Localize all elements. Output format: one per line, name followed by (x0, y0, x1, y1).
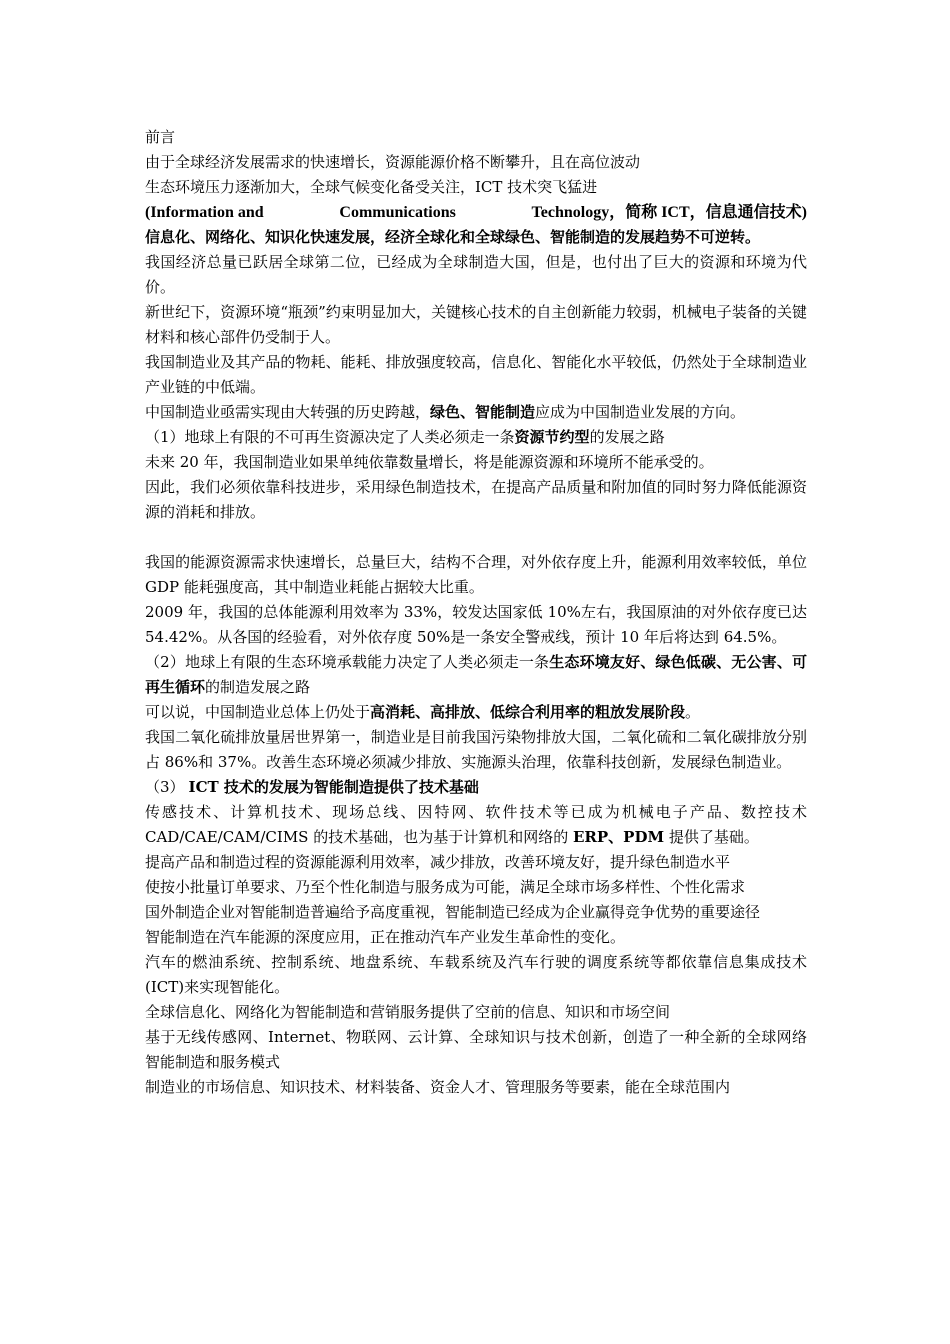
ict-definition-part-2: Communications (339, 204, 456, 221)
paragraph: 使按小批量订单要求、乃至个性化制造与服务成为可能，满足全球市场多样性、个性化需求 (145, 878, 746, 896)
paragraph (145, 700, 807, 725)
bold-paragraph: 信息化、网络化、知识化快速发展，经济全球化和全球绿色、智能制造的发展趋势不可逆转。 (145, 228, 761, 246)
paragraph: 未来 20 年，我国制造业如果单纯依靠数量增长，将是能源资源和环境所不能承受的。 (145, 453, 714, 471)
paragraph: 全球信息化、网络化为智能制造和营销服务提供了空前的信息、知识和市场空间 (145, 1003, 671, 1021)
text-run: 提供了基础。 (664, 828, 759, 846)
paragraph: 因此，我们必须依靠科技进步，采用绿色制造技术，在提高产品质量和附加值的同时努力降低能源资源的消耗和排放。 (145, 478, 807, 521)
bold-text-run: 资源节约型 (514, 428, 590, 446)
text-run: （3） (145, 778, 185, 796)
paragraph: 汽车的燃油系统、控制系统、地盘系统、车载系统及汽车行驶的调度系统等都依靠信息集成技术(ICT)来实现智能化。 (145, 953, 807, 996)
paragraph: 2009 年，我国的总体能源利用效率为 33%，较发达国家低 10%左右，我国原油的对外依存度已达 54.42%。从各国的经验看，对外依存度 50%是一条安全警戒线，预计 10 年后将达到 64.5%。 (145, 603, 807, 646)
bold-text-run: ERP、PDM (573, 828, 665, 846)
paragraph: 我国的能源资源需求快速增长，总量巨大，结构不合理，对外依存度上升，能源利用效率较低，单位 GDP 能耗强度高，其中制造业耗能占据较大比重。 (145, 553, 807, 596)
paragraph (145, 800, 807, 850)
paragraph: 国外制造企业对智能制造普遍给予高度重视，智能制造已经成为企业赢得竞争优势的重要途径 (145, 903, 761, 921)
bold-text-run: 绿色、智能制造 (430, 403, 536, 421)
text-run: （1）地球上有限的不可再生资源决定了人类必须走一条 (145, 428, 515, 446)
text-run: 可以说，中国制造业总体上仍处于 (145, 703, 371, 721)
paragraph: 我国经济总量已跃居全球第二位，已经成为全球制造大国，但是，也付出了巨大的资源和环境为代价。 (145, 253, 807, 296)
paragraph: 智能制造在汽车能源的深度应用，正在推动汽车产业发生革命性的变化。 (145, 928, 626, 946)
paragraph: 新世纪下，资源环境“瓶颈”约束明显加大，关键核心技术的自主创新能力较弱，机械电子装备的关键材料和核心部件仍受制于人。 (145, 303, 807, 346)
ict-definition-part-1: (Information and (145, 204, 264, 221)
paragraph: 制造业的市场信息、知识技术、材料装备、资金人才、管理服务等要素，能在全球范围内 (145, 1078, 731, 1096)
preface-title: 前言 (145, 128, 176, 146)
ict-definition (145, 200, 807, 225)
text-run: 传感技术、计算机技术、现场总线、因特网、软件技术等已成为机械电子产品、数控技术 CAD/CAE/CAM/CIMS 的技术基础，也为基于计算机和网络的 (145, 803, 807, 846)
bold-text-run: 高消耗、高排放、低综合利用率的粗放发展阶段 (370, 703, 686, 721)
section-heading-3 (145, 775, 807, 800)
bold-text-run: ICT 技术的发展为智能制造提供了技术基础 (188, 778, 479, 796)
text-run: 应成为中国制造业发展的方向。 (535, 403, 746, 421)
text-run: （2）地球上有限的生态环境承载能力决定了人类必须走一条 (145, 653, 550, 671)
text-run: 中国制造业亟需实现由大转强的历史跨越， (145, 403, 431, 421)
text-run: 的发展之路 (589, 428, 665, 446)
section-heading-1 (145, 425, 807, 450)
blank-line (145, 525, 807, 550)
section-heading-2 (145, 650, 807, 700)
paragraph (145, 400, 807, 425)
paragraph: 由于全球经济发展需求的快速增长，资源能源价格不断攀升，且在高位波动 (145, 153, 641, 171)
text-run: 。 (685, 703, 701, 721)
paragraph: 生态环境压力逐渐加大，全球气候变化备受关注，ICT 技术突飞猛进 (145, 178, 598, 196)
paragraph: 我国二氧化硫排放量居世界第一，制造业是目前我国污染物排放大国，二氧化硫和二氧化碳排放分别占 86%和 37%。改善生态环境必须减少排放、实施源头治理，依靠科技创新，发展绿色制造业。 (145, 728, 807, 771)
paragraph: 基于无线传感网、Internet、物联网、云计算、全球知识与技术创新，创造了一种全新的全球网络智能制造和服务模式 (145, 1028, 807, 1071)
document-body (145, 125, 807, 1100)
text-run: 的制造发展之路 (205, 678, 311, 696)
ict-definition-part-3: Technology，简称 ICT，信息通信技术) (531, 204, 807, 221)
bold-text-run: 生态环境友好、绿色低碳、无公害、可再生循环 (145, 653, 807, 696)
paragraph: 我国制造业及其产品的物耗、能耗、排放强度较高，信息化、智能化水平较低，仍然处于全球制造业产业链的中低端。 (145, 353, 807, 396)
paragraph: 提高产品和制造过程的资源能源利用效率，减少排放，改善环境友好，提升绿色制造水平 (145, 853, 731, 871)
